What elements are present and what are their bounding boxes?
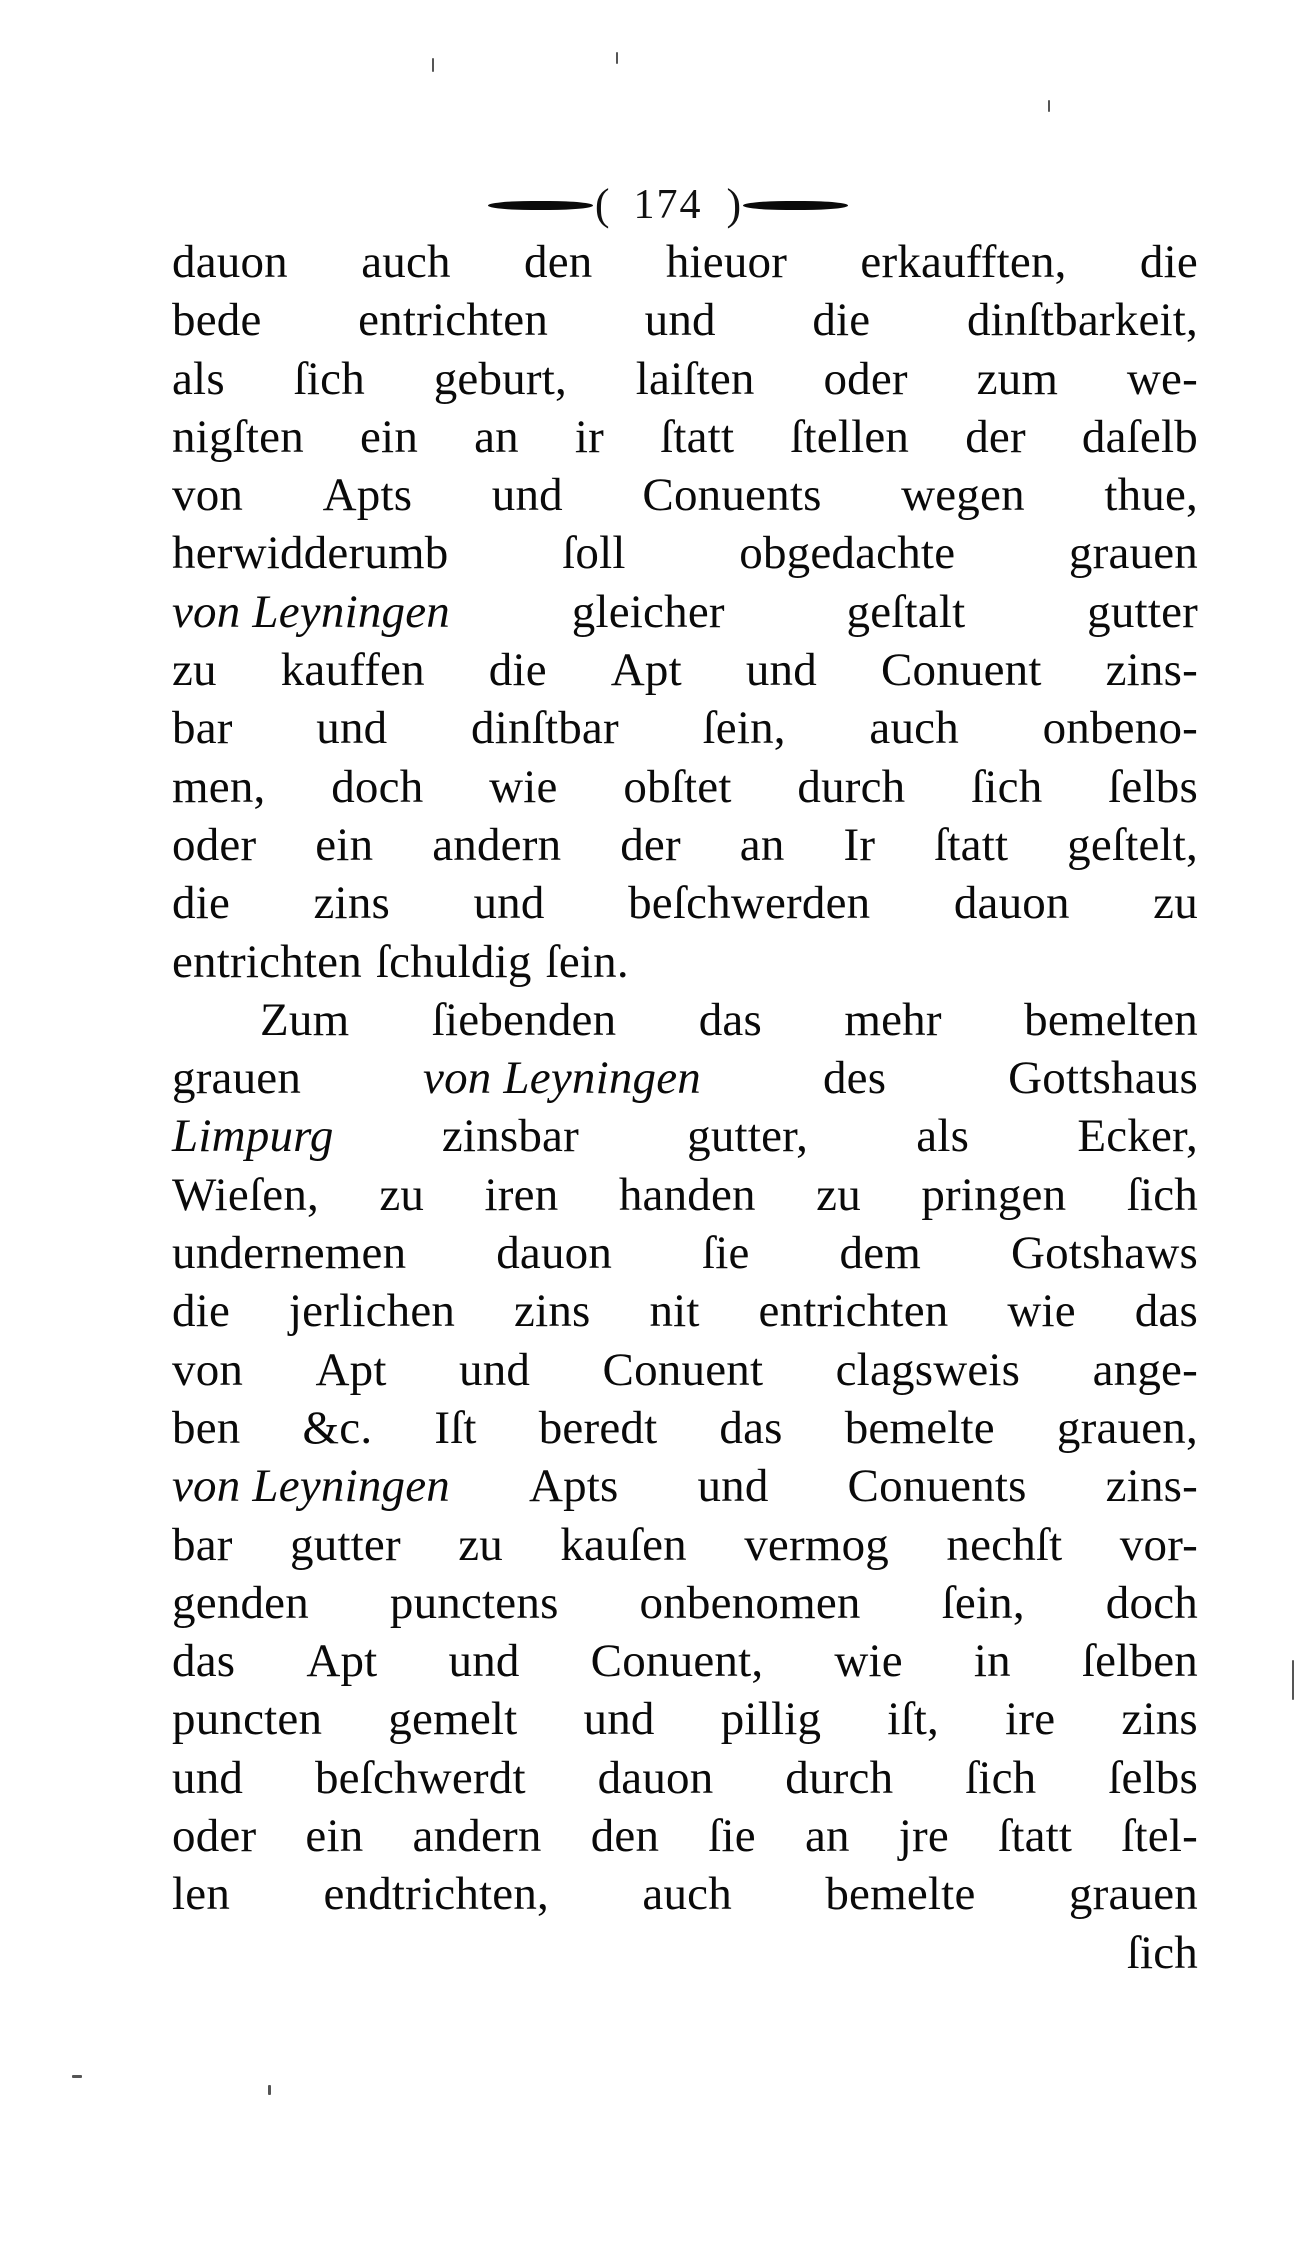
text-line (172, 524, 1198, 582)
word: zins (1121, 1693, 1198, 1746)
word: obgedachte (739, 527, 956, 580)
word: der (965, 410, 1026, 463)
word: auch (869, 702, 959, 755)
word: Zum (260, 993, 350, 1046)
paragraph (172, 233, 1198, 991)
page-number: 174 (633, 182, 703, 228)
word: doch (1105, 1576, 1198, 1629)
word: den (590, 1810, 660, 1863)
text-line (172, 1865, 1198, 1923)
word: zu (172, 644, 217, 697)
text-line (172, 991, 1198, 1049)
word: ſelbs (1108, 1751, 1198, 1804)
word: thue, (1104, 469, 1198, 522)
text-line (172, 1399, 1198, 1457)
word: beſchwerden (628, 877, 871, 930)
word: undernemen (172, 1227, 407, 1280)
word: Gotshaws (1010, 1227, 1198, 1280)
word: mehr (844, 993, 942, 1046)
header-right-paren: ) (726, 180, 742, 229)
word: das (172, 1635, 236, 1688)
word: entrichten (172, 935, 362, 988)
word: jerlichen (288, 1285, 456, 1338)
word: ſchuldig (375, 935, 532, 988)
word: zins (514, 1285, 591, 1338)
word: ſtatt (660, 410, 735, 463)
word: ſich (293, 352, 365, 405)
word: ſich (1126, 1168, 1198, 1221)
word: oder (172, 818, 257, 871)
word: die (812, 294, 871, 347)
word: bar (172, 1518, 233, 1571)
word: bemelte (825, 1868, 976, 1921)
word: das (1134, 1285, 1198, 1338)
word: Wieſen, (172, 1168, 319, 1221)
word: Apts (528, 1460, 619, 1513)
page-header (0, 170, 1316, 240)
word: ſein, (941, 1576, 1025, 1629)
word: dem (839, 1227, 922, 1280)
word: an (804, 1810, 850, 1863)
word: das (719, 1401, 783, 1454)
scan-speck (72, 2075, 82, 2078)
word: iren (484, 1168, 559, 1221)
scan-speck (616, 52, 618, 64)
word: ſie (708, 1810, 756, 1863)
text-line (172, 1749, 1198, 1807)
word: dauon (172, 236, 288, 288)
word: und (697, 1460, 769, 1513)
word: gutter, (687, 1110, 809, 1163)
word: ſich (971, 760, 1043, 813)
word: wegen (901, 469, 1025, 522)
text-line (172, 758, 1198, 816)
word: zu (1153, 877, 1198, 930)
word: ſelben (1081, 1635, 1198, 1688)
word: ben (172, 1401, 241, 1454)
word: geſtelt, (1067, 818, 1198, 871)
text-line (172, 1632, 1198, 1690)
word: auch (361, 236, 451, 288)
word: wie (834, 1635, 903, 1688)
word: auch (642, 1868, 732, 1921)
word: zins- (1105, 1460, 1198, 1513)
word: doch (331, 760, 424, 813)
word: Apts (322, 469, 413, 522)
word: daſelb (1081, 410, 1198, 463)
word: und (448, 1635, 520, 1688)
text-line (172, 1516, 1198, 1574)
word: nit (649, 1285, 700, 1338)
word: die (172, 877, 231, 930)
word: gutter (1087, 585, 1198, 638)
scan-speck (268, 2085, 271, 2095)
word: iſt, (887, 1693, 940, 1746)
word: wie (1007, 1285, 1076, 1338)
word: Gottshaus (1008, 1052, 1198, 1105)
text-line (172, 1574, 1198, 1632)
word: geburt, (433, 352, 567, 405)
word: Conuents (642, 469, 822, 522)
word: Apt (610, 644, 682, 697)
word: zins (313, 877, 391, 930)
word: zum (976, 352, 1059, 405)
word: bede (172, 294, 262, 347)
word: onbeno- (1042, 702, 1198, 755)
word: gemelt (388, 1693, 518, 1746)
word: Conuents (847, 1460, 1027, 1513)
text-line (172, 816, 1198, 874)
word: dauon (953, 877, 1070, 930)
text-line (172, 350, 1198, 408)
word: ein (315, 818, 374, 871)
italic-name: von Leyningen (172, 1460, 450, 1513)
word: ſtatt (934, 818, 1009, 871)
word: puncten (172, 1693, 323, 1746)
word: ein (360, 410, 419, 463)
catchword: ſich (1126, 1926, 1198, 1979)
word: dinſtbar (471, 702, 619, 755)
word: ſoll (562, 527, 626, 580)
word: handen (618, 1168, 756, 1221)
word: Conuent (880, 644, 1042, 697)
word: grauen, (1056, 1401, 1198, 1454)
word: Apt (306, 1635, 378, 1688)
word: herwidderumb (172, 527, 449, 580)
word: zu (458, 1518, 503, 1571)
text-line (172, 1341, 1198, 1399)
word: ſtellen (790, 410, 910, 463)
italic-name: von Leyningen (172, 585, 450, 638)
word: punctens (389, 1576, 559, 1629)
text-line (172, 1049, 1198, 1107)
word: ſiebenden (431, 993, 617, 1046)
text-line (172, 1690, 1198, 1748)
word: der (620, 818, 681, 871)
word: ein (305, 1810, 364, 1863)
page-number-ornament (488, 181, 848, 229)
text-line (172, 1166, 1198, 1224)
word: durch (785, 1751, 894, 1804)
scan-speck (1292, 1660, 1294, 1700)
word: Conuent (602, 1343, 764, 1396)
word: ſtel- (1121, 1810, 1198, 1863)
paragraph (172, 991, 1198, 1924)
word: hieuor (665, 236, 788, 288)
word: und (644, 294, 716, 347)
word: wie (489, 760, 558, 813)
word: gleicher (571, 585, 725, 638)
italic-name: von Leyningen (423, 1052, 702, 1105)
word: kauffen (280, 644, 425, 697)
word: die (1139, 236, 1198, 288)
word: Apt (315, 1343, 387, 1396)
word: endtrichten, (323, 1868, 549, 1921)
word: ſtatt (998, 1810, 1073, 1863)
word: oder (823, 352, 908, 405)
text-line (172, 1807, 1198, 1865)
text-line (172, 233, 1198, 291)
word: grauen (1068, 527, 1198, 580)
word: grauen (1068, 1868, 1198, 1921)
italic-name: Limpurg (172, 1110, 334, 1163)
text-line (172, 933, 1198, 991)
word: die (488, 644, 547, 697)
word: von (172, 469, 244, 522)
word: len (172, 1868, 231, 1921)
word: pringen (921, 1168, 1067, 1221)
word: zu (816, 1168, 861, 1221)
catchword-line (172, 1924, 1198, 1982)
word: bemelten (1024, 993, 1198, 1046)
text-line (172, 583, 1198, 641)
text-line (172, 291, 1198, 349)
word: die (172, 1285, 231, 1338)
word: und (583, 1693, 655, 1746)
word: bemelte (844, 1401, 995, 1454)
word: Ir (843, 818, 876, 871)
word: dauon (597, 1751, 714, 1804)
word: zins- (1105, 644, 1198, 697)
word: grauen (172, 1052, 302, 1105)
word: vermog (744, 1518, 889, 1571)
word: und (473, 877, 545, 930)
word: gutter (290, 1518, 401, 1571)
word: beredt (538, 1401, 658, 1454)
word: nechſt (946, 1518, 1063, 1571)
word: jre (898, 1810, 949, 1863)
word: ſein. (545, 935, 629, 988)
word: und (459, 1343, 531, 1396)
word: entrichten (358, 294, 549, 347)
word: und (491, 469, 563, 522)
text-line (172, 874, 1198, 932)
word: dinſtbarkeit, (966, 294, 1198, 347)
word: andern (432, 818, 562, 871)
word: und (172, 1751, 244, 1804)
text-line (172, 1224, 1198, 1282)
word: oder (172, 1810, 257, 1863)
text-line (172, 641, 1198, 699)
word: clagsweis (835, 1343, 1021, 1396)
word: vor- (1119, 1518, 1198, 1571)
word: ire (1005, 1693, 1056, 1746)
word: bar (172, 702, 233, 755)
word: als (172, 352, 225, 405)
word: von (172, 1343, 244, 1396)
scan-speck (1048, 100, 1050, 112)
scan-speck (432, 58, 434, 72)
word: &c. (302, 1401, 373, 1454)
word: laiſten (635, 352, 755, 405)
word: des (822, 1052, 887, 1105)
word: als (916, 1110, 970, 1163)
text-line (172, 699, 1198, 757)
text-line (172, 1107, 1198, 1165)
decorative-rule-right (743, 201, 848, 210)
word: genden (172, 1576, 309, 1629)
word: pillig (720, 1693, 822, 1746)
word: ſein, (702, 702, 786, 755)
word: we- (1126, 352, 1198, 405)
word: und (316, 702, 388, 755)
word: ſich (965, 1751, 1037, 1804)
word: in (973, 1635, 1011, 1688)
word: zinsbar (441, 1110, 579, 1163)
word: beſchwerdt (314, 1751, 526, 1804)
text-line (172, 1457, 1198, 1515)
word: den (524, 236, 593, 288)
word: geſtalt (846, 585, 966, 638)
word: ſie (702, 1227, 750, 1280)
word: Iſt (434, 1401, 477, 1454)
word: kauſen (560, 1518, 687, 1571)
word: nigſten (172, 410, 304, 463)
word: andern (412, 1810, 542, 1863)
word: Ecker, (1077, 1110, 1198, 1163)
word: zu (379, 1168, 425, 1221)
decorative-rule-left (488, 201, 593, 210)
word: onbenomen (639, 1576, 861, 1629)
word: ſelbs (1108, 760, 1198, 813)
word: men, (172, 760, 266, 813)
header-left-paren: ( (594, 180, 610, 229)
body-text (172, 233, 1198, 1982)
word: durch (797, 760, 906, 813)
word: dauon (496, 1227, 613, 1280)
text-line (172, 466, 1198, 524)
word: entrichten (758, 1285, 949, 1338)
word: ir (574, 410, 605, 463)
word: ange- (1092, 1343, 1198, 1396)
text-line (172, 408, 1198, 466)
word: und (745, 644, 817, 697)
word: erkaufften, (860, 236, 1067, 288)
word: obſtet (623, 760, 732, 813)
text-line (172, 1282, 1198, 1340)
word: an (474, 410, 519, 463)
word: an (739, 818, 785, 871)
word: Conuent, (590, 1635, 764, 1688)
word: das (698, 993, 762, 1046)
